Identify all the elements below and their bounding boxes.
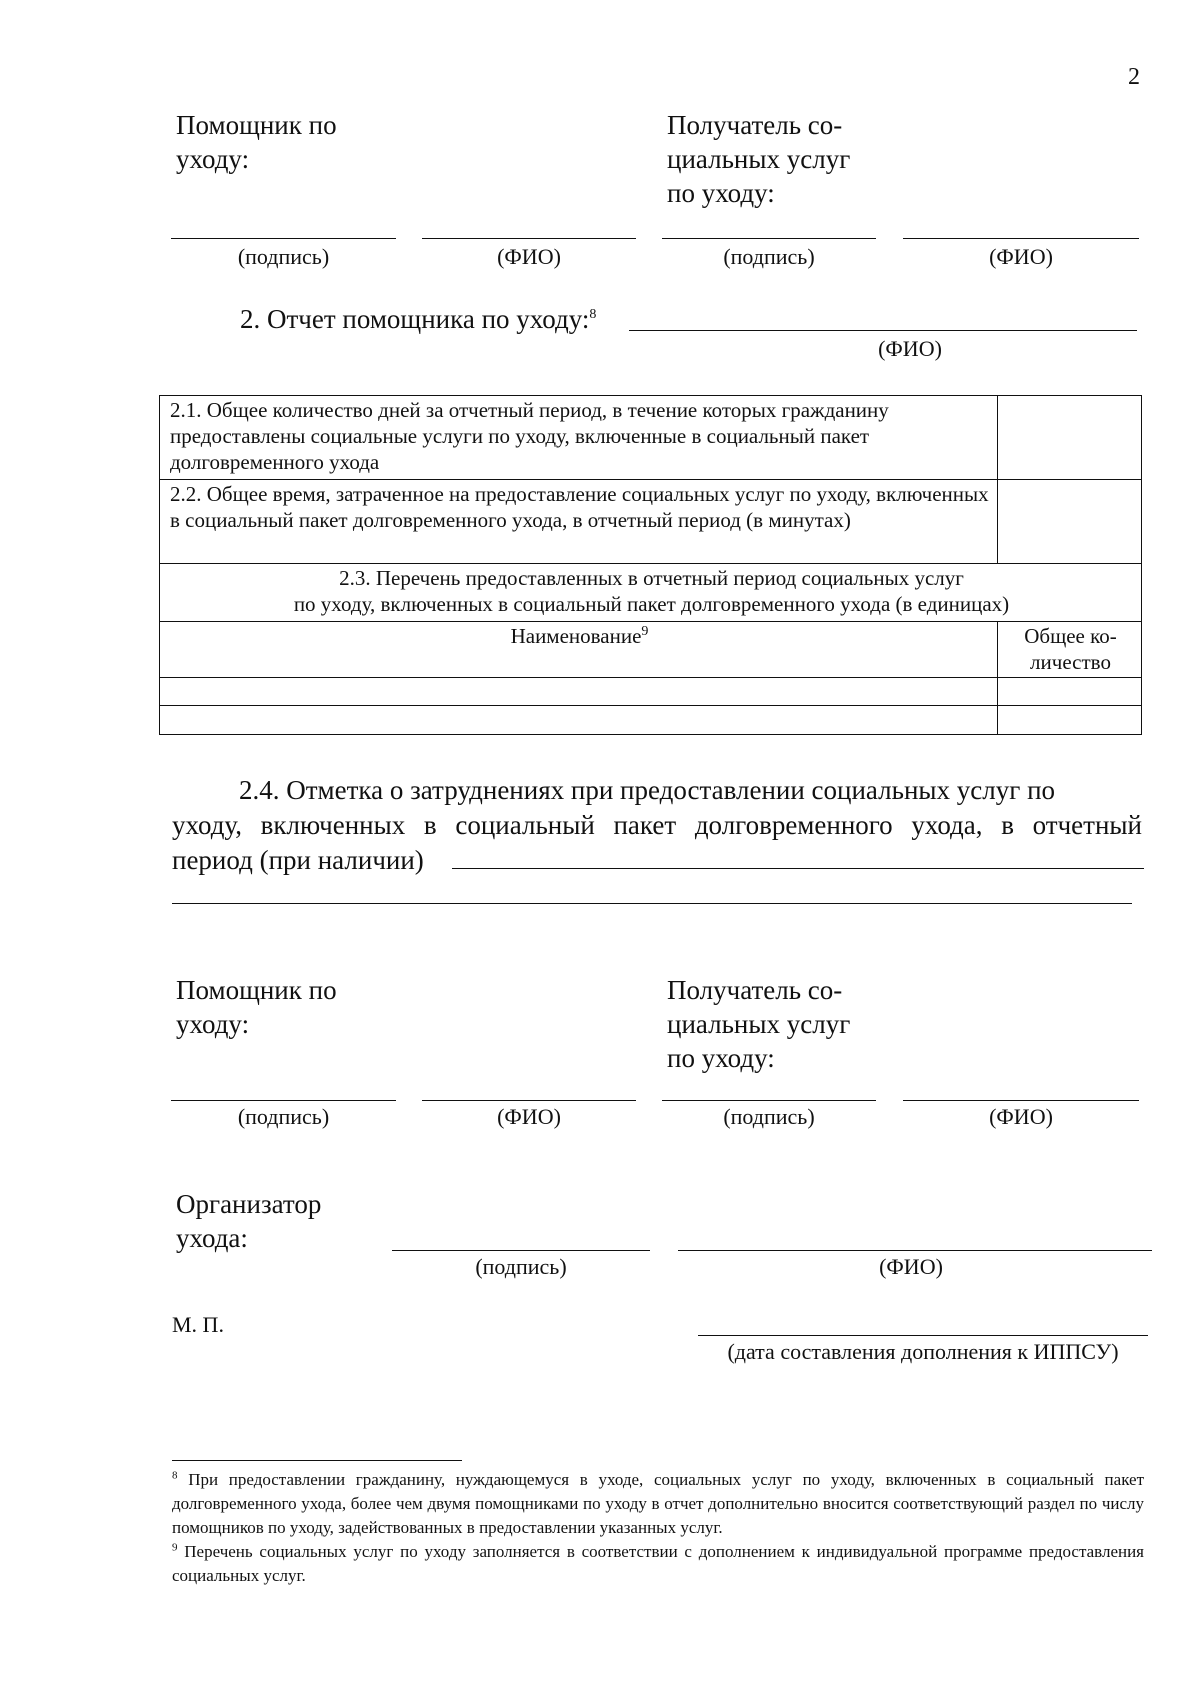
section-2-heading-text: 2. Отчет помощника по уходу:: [240, 304, 590, 334]
footnote-8-text: При предоставлении гражданину, нуждающемуся в уходе, социальных услуг по уходу, включенных в социальный пакет долговременного ухода, более чем двумя помощниками по уходу в отчет дополнительно вносится соответствующий раздел по числу помощников по уходу, задействованных в предоставлении указанных услуг.: [172, 1470, 1145, 1537]
recipient-signature-caption-2: (подпись): [723, 1104, 815, 1129]
service-quantity-cell[interactable]: [998, 678, 1142, 706]
recipient-fio-caption-2: (ФИО): [989, 1104, 1053, 1129]
recipient-signature-line-2[interactable]: [662, 1100, 876, 1101]
assistant-label-line1: Помощник по: [176, 975, 337, 1005]
footnote-9-mark: 9: [172, 1541, 178, 1554]
recipient-signature-line-1[interactable]: [662, 238, 876, 239]
assistant-signature-caption-2: (подпись): [237, 1104, 330, 1129]
service-name-cell[interactable]: [160, 706, 998, 735]
difficulties-input-line-2[interactable]: [172, 903, 1132, 904]
column-header-name: [160, 622, 998, 678]
date-caption: (дата составления дополнения к ИППСУ): [727, 1339, 1119, 1364]
assistant-label-line2: уходу:: [176, 144, 250, 174]
organizer-label-line2: ухода:: [176, 1223, 248, 1253]
recipient-label-line3: по уходу:: [667, 178, 775, 208]
services-list-heading-line1: 2.3. Перечень предоставленных в отчетный период социальных услуг: [339, 566, 964, 590]
assistant-label-2: [176, 973, 337, 1041]
table-row-services-list-heading: [160, 564, 1142, 622]
organizer-fio-line[interactable]: [678, 1250, 1152, 1251]
column-header-quantity-line2: личество: [1030, 650, 1111, 674]
organizer-label: [176, 1187, 321, 1255]
recipient-label-line1: Получатель со-: [667, 110, 843, 140]
organizer-fio-caption: (ФИО): [879, 1254, 943, 1279]
table-row-days: [160, 396, 1142, 480]
table-row: [160, 706, 1142, 735]
assistant-label-1: [176, 108, 337, 176]
column-header-name-text: Наименование: [510, 624, 642, 648]
days-count-value-cell[interactable]: [998, 396, 1142, 480]
service-name-cell[interactable]: [160, 678, 998, 706]
recipient-label-line2: циальных услуг: [667, 144, 851, 174]
assistant-fio-line-1[interactable]: [422, 238, 636, 239]
table-row-time: [160, 480, 1142, 564]
organizer-signature-line[interactable]: [392, 1250, 650, 1251]
services-list-heading-line2: по уходу, включенных в социальный пакет долговременного ухода (в единицах): [293, 592, 1010, 616]
recipient-label-line1: Получатель со-: [667, 975, 843, 1005]
difficulties-line2: уходу, включенных в социальный пакет долговременного ухода, в отчетный: [172, 810, 1142, 840]
recipient-fio-caption-1: (ФИО): [989, 244, 1053, 269]
recipient-fio-line-2[interactable]: [903, 1100, 1139, 1101]
recipient-signature-caption-1: (подпись): [723, 244, 815, 269]
report-table: [159, 395, 1142, 735]
date-line[interactable]: [698, 1335, 1148, 1336]
table-row: [160, 678, 1142, 706]
footnote-9-text: Перечень социальных услуг по уходу заполняется в соответствии с дополнением к индивидуальной программе предоставления социальных услуг.: [172, 1542, 1145, 1585]
section-2-heading: [240, 302, 596, 336]
recipient-label-line2: циальных услуг: [667, 1009, 851, 1039]
recipient-label-2: [667, 973, 850, 1075]
assistant-report-fio-caption: (ФИО): [878, 336, 942, 361]
assistant-signature-line-1[interactable]: [171, 238, 396, 239]
time-spent-label: 2.2. Общее время, затраченное на предоставление социальных услуг по уходу, включенных в социальный пакет долговременного ухода, в отчетный период (в минутах): [160, 480, 998, 564]
footnotes: [172, 1468, 1144, 1588]
assistant-report-fio-line[interactable]: [629, 330, 1137, 331]
page-number: 2: [1128, 64, 1140, 90]
difficulties-line3: период (при наличии): [172, 845, 424, 875]
difficulties-line1: 2.4. Отметка о затруднениях при предоставлении социальных услуг по: [239, 775, 1056, 805]
stamp-place-label: М. П.: [172, 1312, 224, 1337]
assistant-label-line2: уходу:: [176, 1009, 250, 1039]
footnote-separator: [172, 1460, 462, 1461]
organizer-signature-caption: (подпись): [475, 1254, 567, 1279]
recipient-label-1: [667, 108, 850, 210]
column-header-quantity-line1: Общее ко-: [1024, 624, 1117, 648]
column-header-quantity: [998, 622, 1142, 678]
footnote-ref-8: 8: [589, 307, 597, 322]
assistant-fio-caption-1: (ФИО): [497, 244, 561, 269]
difficulties-input-line-1[interactable]: [452, 868, 1144, 869]
footnote-ref-9: 9: [641, 624, 649, 639]
service-quantity-cell[interactable]: [998, 706, 1142, 735]
assistant-fio-line-2[interactable]: [422, 1100, 636, 1101]
footnote-8-mark: 8: [172, 1469, 178, 1482]
organizer-label-line1: Организатор: [176, 1189, 322, 1219]
services-list-heading: [160, 564, 1142, 622]
assistant-fio-caption-2: (ФИО): [497, 1104, 561, 1129]
recipient-fio-line-1[interactable]: [903, 238, 1139, 239]
assistant-label-line1: Помощник по: [176, 110, 337, 140]
days-count-label: 2.1. Общее количество дней за отчетный период, в течение которых гражданину предоставлены социальные услуги по уходу, включенные в социальный пакет долговременного ухода: [160, 396, 998, 480]
recipient-label-line3: по уходу:: [667, 1043, 775, 1073]
footnote-9: [172, 1540, 1144, 1588]
time-spent-value-cell[interactable]: [998, 480, 1142, 564]
assistant-signature-caption-1: (подпись): [237, 244, 330, 269]
assistant-signature-line-2[interactable]: [171, 1100, 396, 1101]
footnote-8: [172, 1468, 1144, 1540]
table-row-header: [160, 622, 1142, 678]
difficulties-note: [172, 773, 1142, 878]
